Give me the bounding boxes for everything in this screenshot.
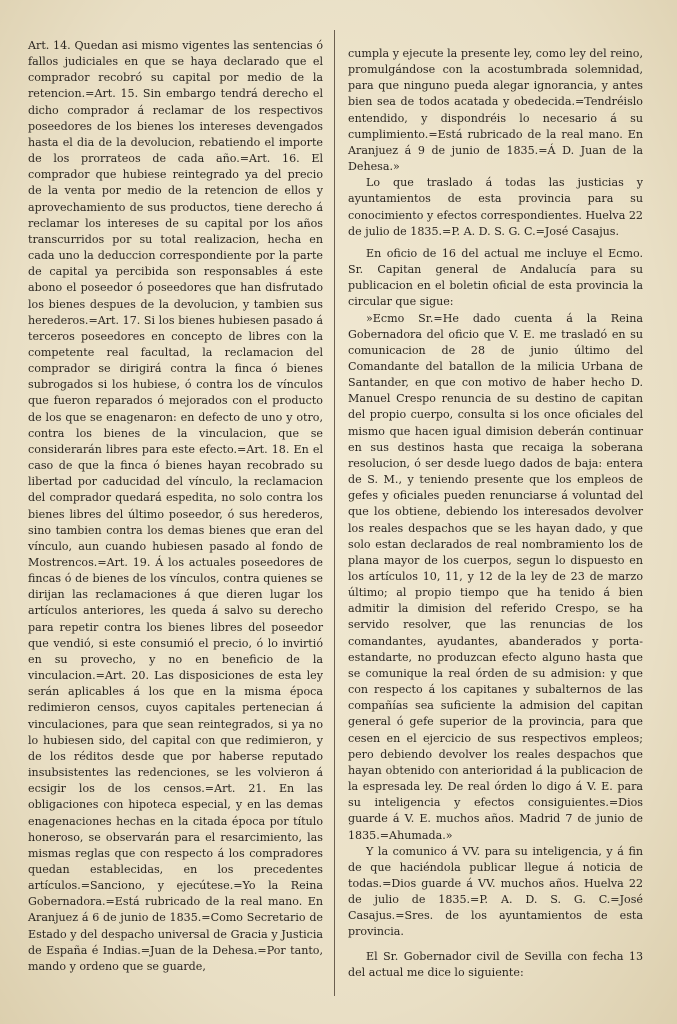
column-divider	[334, 30, 335, 996]
communication-paragraph: Y la comunico á VV. para su inteligencia, y á fin de que haciéndola publicar llegue á noticia de todas.=Dios guarde á VV. muchos años. Huelva 22 de julio de 1835.=P. A. D. S. G. C.=José Casajus.=Sres. de los ayuntamientos de esta provincia.	[348, 844, 643, 939]
continuation-paragraph: cumpla y ejecute la presente ley, como ley del reino, promulgándose con la acostumbrada solemnidad, para que ninguno pueda alegar ignorancia, y antes bien sea de todos acatada y obedecida.=Tendréislo entendido, y dispondréis lo necesario á su cumplimiento.=Está rubricado de la real mano. En Aranjuez á 9 de junio de 1835.=Á D. Juan de la Dehesa.»	[348, 47, 643, 174]
circular-body-paragraph: »Ecmo Sr.=He dado cuenta á la Reina Gobernadora del oficio que V. E. me trasladó en su comunicacion de 28 de junio último del Comandante del batallon de la milicia Urbana de Santander, en que con motivo de haber hecho D. Manuel Crespo renuncia de su destino de capitan del propio cuerpo, consulta si los once oficiales del mismo que hacen igual dimision deberán continuar en sus destinos hasta que recaiga la soberana resolucion, ó ser desde luego dados de baja: entera de S. M., y teniendo presente que los empleos de gefes y oficiales pueden renunciarse á voluntad del que los obtiene, debiendo los interesados devolver los reales despachos que se les hayan dado, y que solo estan declarados de real nombramiento los de plana mayor de los cuerpos, segun lo dispuesto en los artículos 10, 11, y 12 de la ley de 23 de marzo último; al propio tiempo que ha tenido á bien admitir la dimision del referido Crespo, se ha servido resolver, que las renuncias de los comandantes, ayudantes, abanderados y porta-estandarte, no produzcan efecto alguno hasta que se comunique la real órden de su admision: y que con respecto á los capitanes y subalternos de las compañías sea suficiente la admision del capitan general ó gefe superior de la provincia, para que cesen en el ejercicio de sus respectivos empleos; pero debiendo devolver los reales despachos que hayan obtenido con anterioridad á la publicacion de la espresada ley. De real órden lo digo á V. E. para su inteligencia y efectos consiguientes.=Dios guarde á V. E. muchos años. Madrid 7 de junio de 1835.=Ahumada.»	[348, 311, 643, 842]
left-column-text: Art. 14. Quedan asi mismo vigentes las sentencias ó fallos judiciales en que se haya declarado que el comprador recobró su capital por medio de la retencion.=Art. 15. Sin embargo tendrá derecho el dicho comprador á reclamar de los respectivos poseedores de los bienes los intereses devengados hasta el dia de la devolucion, rebatiendo el importe de los prorrateos de cada año.=Art. 16. El comprador que hubiese reintegrado ya del precio de la venta por medio de la retencion de ellos y aprovechamiento de sus productos, tiene derecho á reclamar los intereses de su capital por los años transcurridos por su total realizacion, hecha en cada uno la deduccion correspondiente por la parte de capital ya percibida son responsables á este abono el poseedor ó poseedores que han disfrutado los bienes despues de la devolucion, y tambien sus herederos.=Art. 17. Si los bienes hubiesen pasado á terceros poseedores en concepto de libres con la competente real facultad, la reclamacion del comprador se dirigirá contra la finca ó bienes subrogados si los hubiese, ó contra los de vínculos que fueron reparados ó mejorados con el producto de los que se enagenaron: en defecto de uno y otro, contra los bienes de la vinculacion, que se considerarán libres para este efecto.=Art. 18. En el caso de que la finca ó bienes hayan recobrado su libertad por caducidad del vínculo, la reclamacion del comprador quedará espedita, no solo contra los bienes libres del último poseedor, ó sus herederos, sino tambien contra los demas bienes que eran del vínculo, aun cuando hubiesen pasado al fondo de Mostrencos.=Art. 19. Á los actuales poseedores de fincas ó de bienes de los vínculos, contra quienes se dirijan las reclamaciones á que dieren lugar los artículos anteriores, les queda á salvo su derecho para repetir contra los bienes libres del poseedor que vendió, si este consumió el precio, ó lo invirtió en su provecho, y no en beneficio de la vinculacion.=Art. 20. Las disposiciones de esta ley serán aplicables á los que en la misma época redimieron censos, cuyos capitales pertenecian á vinculaciones, para que sean reintegrados, si ya no lo hubiesen sido, del capital con que redimieron, y de los réditos desde que por haberse reputado insubsistentes las redenciones, se les volvieron á ecsigir los de los censos.=Art. 21. En las obligaciones con hipoteca especial, y en las demas enagenaciones hechas en la citada época por título honeroso, se observarán para el resarcimiento, las mismas reglas que con respecto á los compradores quedan establecidas, en los precedentes artículos.=Sanciono, y ejecútese.=Yo la Reina Gobernadora.=Está rubricado de la real mano. En Aranjuez á 6 de junio de 1835.=Como Secretario de Estado y del despacho universal de Gracia y Justicia de España é Indias.=Juan de la Dehesa.=Por tanto, mando y ordeno que se guarde,	[28, 39, 323, 973]
left-column	[28, 38, 323, 975]
right-column	[348, 46, 643, 981]
circular-intro-paragraph: En oficio de 16 del actual me incluye el Ecmo. Sr. Capitan general de Andalucía para su publicacion en el boletin oficial de esta provincia la circular que sigue:	[348, 246, 643, 309]
seville-intro-paragraph: El Sr. Gobernador civil de Sevilla con fecha 13 del actual me dice lo siguiente:	[348, 949, 643, 979]
transmittal-paragraph: Lo que traslado á todas las justicias y ayuntamientos de esta provincia para su conocimiento y efectos correspondientes. Huelva 22 de julio de 1835.=P. A. D. S. G. C.=José Casajus.	[348, 176, 643, 238]
